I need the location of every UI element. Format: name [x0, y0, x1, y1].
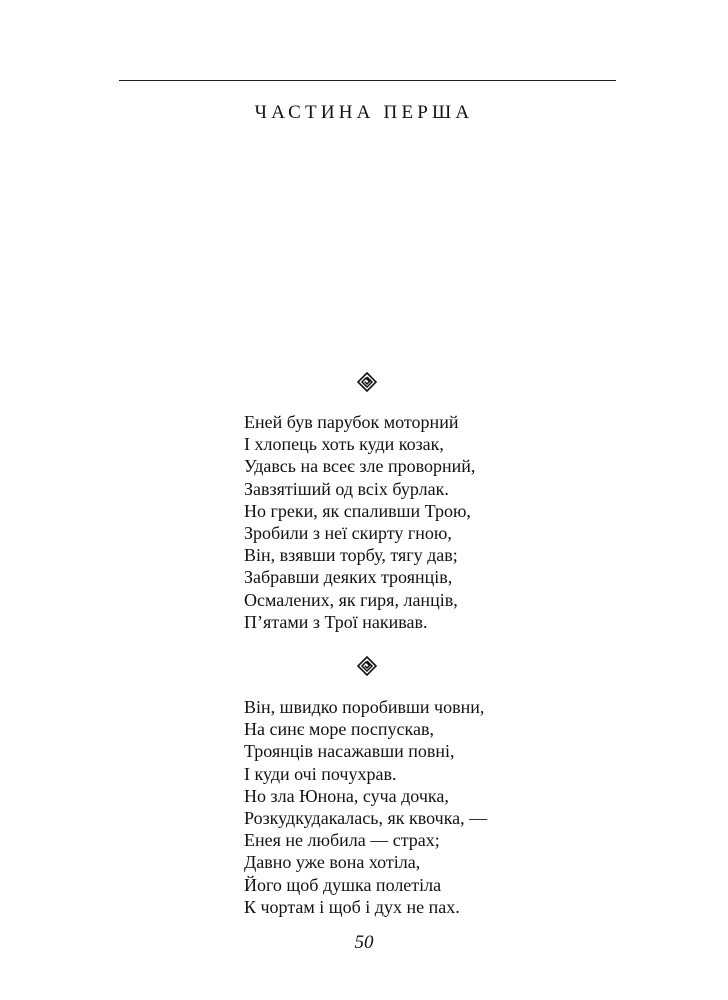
verse-line: На синє море поспускав, — [244, 719, 435, 740]
header-rule — [119, 80, 616, 81]
verse-line: К чортам і щоб і дух не пах. — [244, 896, 460, 917]
stanza-2 — [244, 696, 487, 918]
verse-line: І куди очі почухрав. — [244, 763, 397, 784]
verse-line: Він, взявши торбу, тягу дав; — [244, 545, 458, 566]
verse-line: Но зла Юнона, суча дочка, — [244, 785, 449, 806]
verse-line: Енея не любила — страх; — [244, 830, 440, 851]
verse-line: Його щоб душка полетіла — [244, 874, 442, 895]
page-number: 50 — [354, 932, 374, 953]
verse-line: Троянців насажавши повні, — [244, 741, 455, 762]
verse-line: Но греки, як спаливши Трою, — [244, 500, 471, 521]
verse-line: Розкудкудакалась, як квочка, — — [244, 807, 488, 828]
verse-line: Давно уже вона хотіла, — [244, 852, 421, 873]
verse-line: Еней був парубок моторний — [244, 412, 459, 432]
verse-line: Завзятіший од всіх бурлак. — [244, 478, 449, 499]
verse-line: Удавсь на всеє зле проворний, — [244, 456, 476, 477]
ornament-icon — [357, 372, 377, 392]
verse-line: Осмалених, як гиря, ланців, — [244, 589, 458, 610]
stanza-1 — [244, 411, 475, 633]
ornament-icon — [357, 656, 377, 676]
part-title: ЧАСТИНА ПЕРША — [254, 102, 474, 123]
verse-line: І хлопець хоть куди козак, — [244, 434, 444, 455]
verse-line: Зробили з неї скирту гною, — [244, 522, 452, 543]
verse-line: Він, швидко поробивши човни, — [244, 697, 485, 717]
verse-line: Забравши деяких троянців, — [244, 567, 453, 588]
verse-line: П’ятами з Трої накивав. — [244, 611, 428, 632]
